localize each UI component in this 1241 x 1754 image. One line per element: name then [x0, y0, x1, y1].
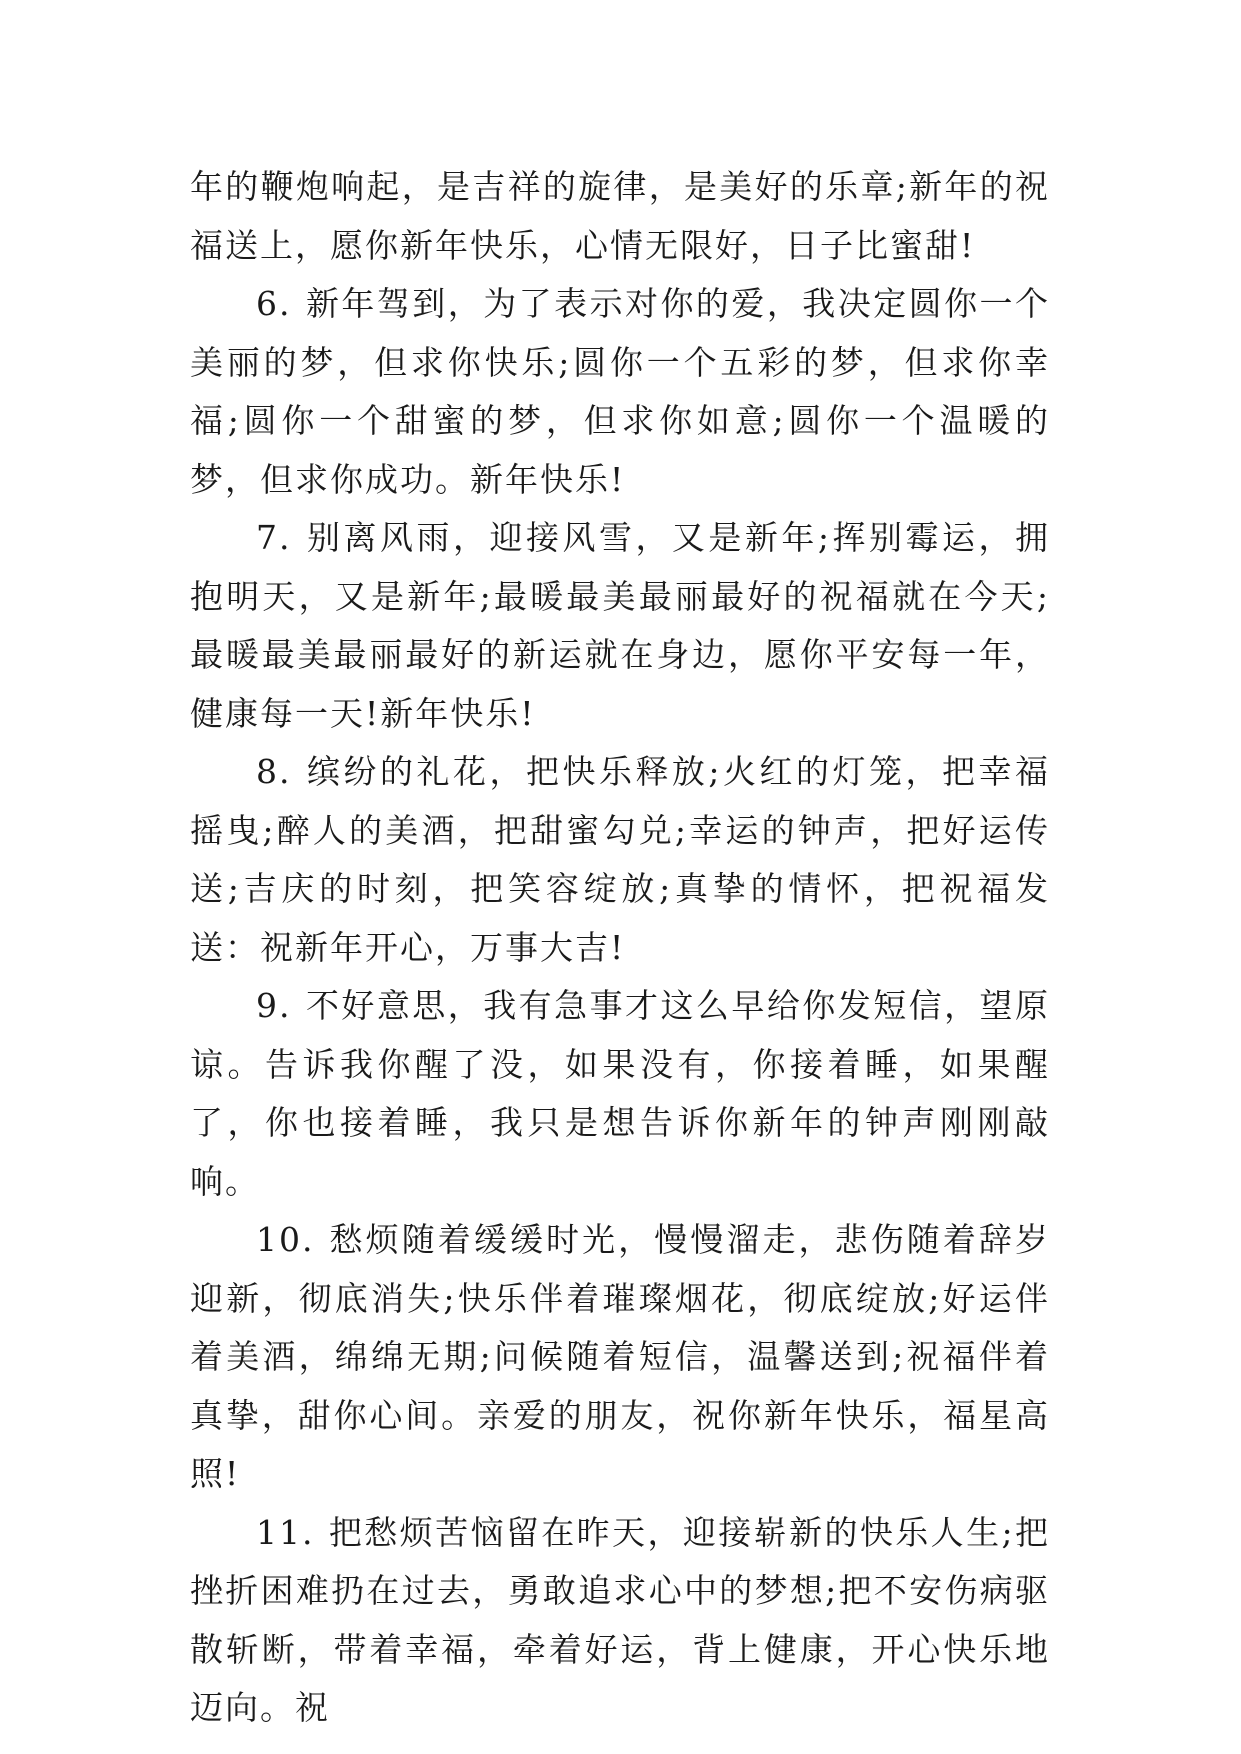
paragraph-text: 不好意思，我有急事才这么早给你发短信，望原谅。告诉我你醒了没，如果没有，你接着睡，如果醒了，你也接着睡，我只是想告诉你新年的钟声刚刚敲响。	[190, 986, 1050, 1201]
paragraph-10	[190, 1211, 1050, 1504]
paragraph-11	[190, 1504, 1050, 1738]
document-body	[190, 158, 1050, 1738]
paragraph-text: 新年驾到，为了表示对你的爱，我决定圆你一个美丽的梦，但求你快乐;圆你一个五彩的梦，但求你幸福;圆你一个甜蜜的梦，但求你如意;圆你一个温暖的梦，但求你成功。新年快乐!	[190, 284, 1050, 499]
paragraph-number: 9.	[256, 986, 292, 1025]
paragraph-number: 11.	[256, 1512, 315, 1552]
paragraph-text: 愁烦随着缓缓时光，慢慢溜走，悲伤随着辞岁迎新，彻底消失;快乐伴着璀璨烟花，彻底绽放;好运伴着美酒，绵绵无期;问候随着短信，温馨送到;祝福伴着真挚，甜你心间。亲爱的朋友，祝你新年快乐，福星高照!	[190, 1220, 1050, 1493]
paragraph-text: 把愁烦苦恼留在昨天，迎接崭新的快乐人生;把挫折困难扔在过去，勇敢追求心中的梦想;把不安伤病驱散斩断，带着幸福，牵着好运，背上健康，开心快乐地迈向。祝	[190, 1512, 1050, 1727]
paragraph-text: 别离风雨，迎接风雪，又是新年;挥别霉运，拥抱明天，又是新年;最暖最美最丽最好的祝福就在今天;最暖最美最丽最好的新运就在身边，愿你平安每一年，健康每一天!新年快乐!	[190, 518, 1050, 733]
paragraph-9	[190, 977, 1050, 1211]
paragraph-text: 年的鞭炮响起，是吉祥的旋律，是美好的乐章;新年的祝福送上，愿你新年快乐，心情无限好，日子比蜜甜!	[190, 167, 1050, 265]
paragraph-number: 8.	[256, 752, 292, 791]
paragraph-text: 缤纷的礼花，把快乐释放;火红的灯笼，把幸福摇曳;醉人的美酒，把甜蜜勾兑;幸运的钟声，把好运传送;吉庆的时刻，把笑容绽放;真挚的情怀，把祝福发送：祝新年开心，万事大吉!	[190, 752, 1050, 967]
paragraph-number: 10.	[256, 1220, 315, 1259]
paragraph-8	[190, 743, 1050, 977]
paragraph-6	[190, 275, 1050, 509]
paragraph-number: 6.	[256, 284, 292, 323]
paragraph-continued	[190, 158, 1050, 275]
paragraph-number: 7.	[256, 518, 292, 557]
paragraph-7	[190, 509, 1050, 743]
